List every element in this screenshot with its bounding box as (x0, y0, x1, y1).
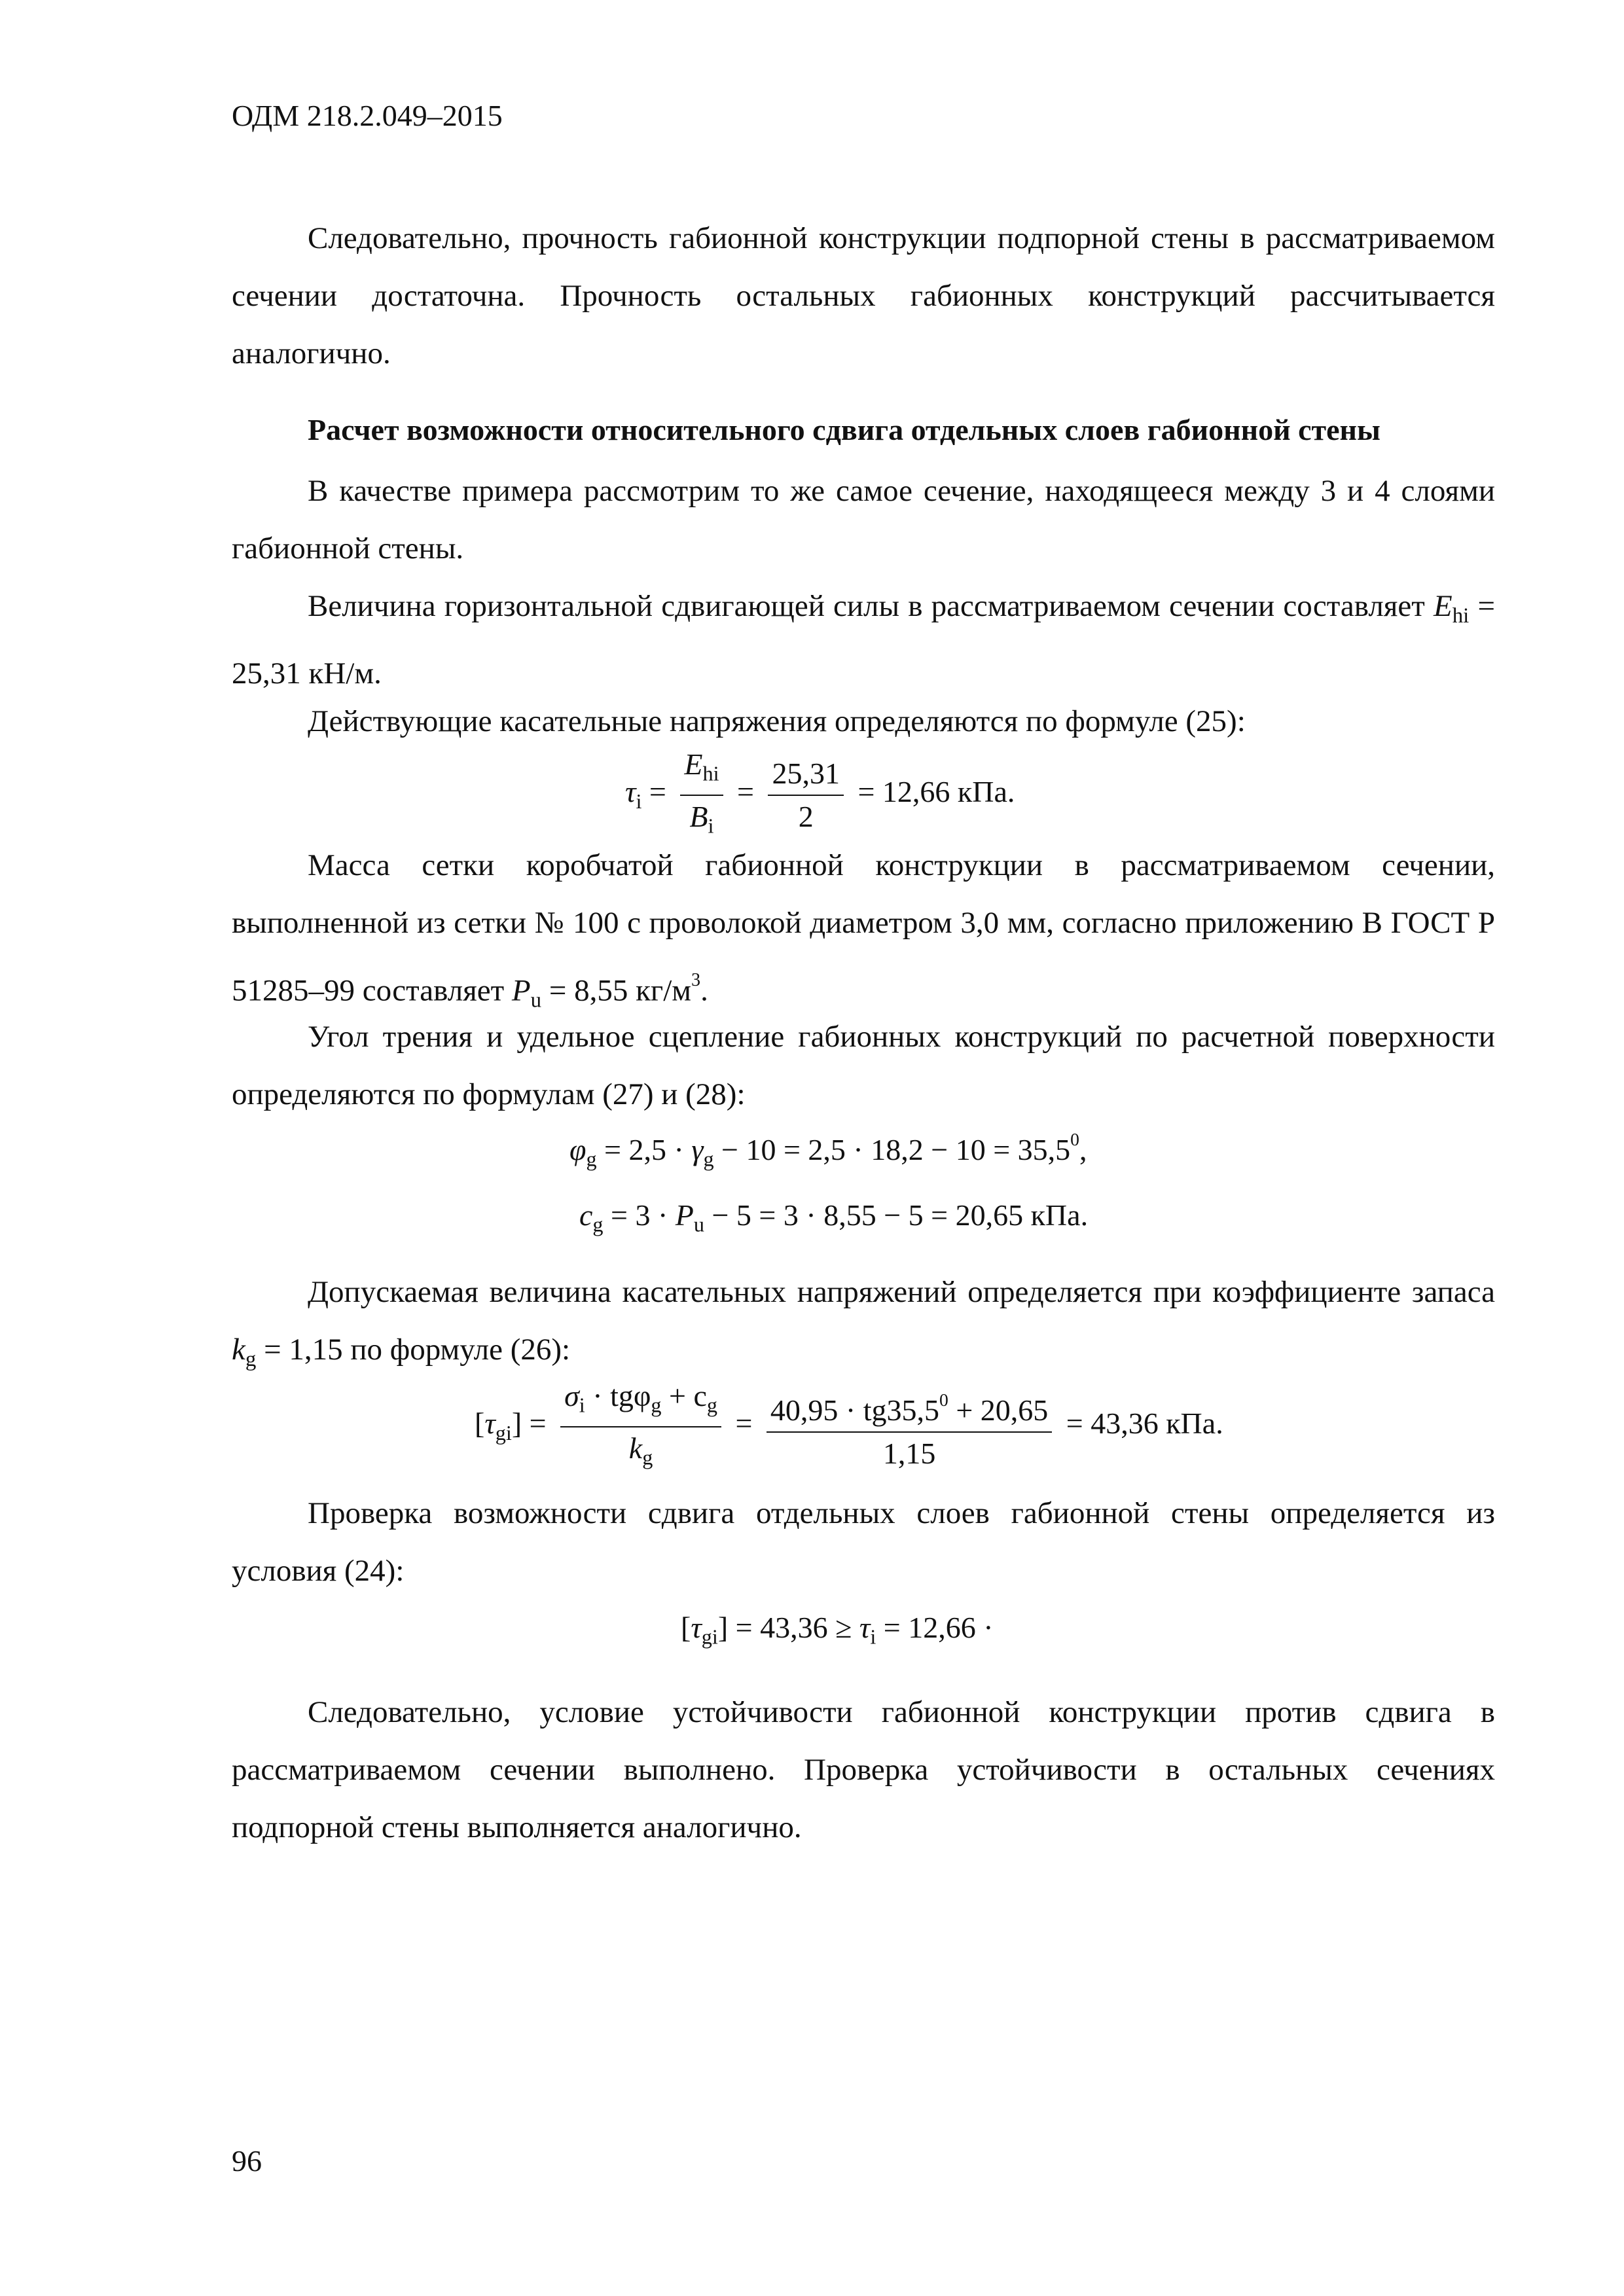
sigma-sub: i (579, 1393, 585, 1417)
numerator-part: 40,95 · tg35,5 (770, 1393, 940, 1427)
var-k: k (232, 1333, 245, 1367)
shear-force-text: Величина горизонтальной сдвигающей силы в рассматриваемом сечении составляет (308, 589, 1425, 623)
unit: кПа. (1030, 1198, 1089, 1232)
num-E-sub: hi (702, 761, 719, 785)
num-E: E (684, 747, 703, 781)
paragraph-friction-cohesion: Угол трения и удельное сцепление габионных конструкций по расчетной поверхности определяются по формулам (27) и (28): (232, 1020, 1495, 1111)
formula-cohesion (579, 1198, 1088, 1237)
var-P: P (511, 973, 531, 1008)
gamma-symbol: γ (691, 1133, 704, 1167)
formula-shear-check (681, 1610, 994, 1649)
fraction-numerator-value (767, 1382, 1052, 1433)
degree-superscript: 0 (939, 1389, 948, 1410)
c-subscript: g (592, 1212, 604, 1236)
paragraph-mesh-mass (232, 836, 1495, 1029)
fraction-symbolic (560, 1378, 721, 1475)
shear-force-value: = 25,31 кН/м. (232, 589, 1495, 691)
paragraph-stability-conclusion: Следовательно, условие устойчивости габионной конструкции против сдвига в рассматриваемом сечении выполнено. Проверка устойчивости в остальных сечениях подпорной стены выполняется аналогично. (232, 1695, 1495, 1844)
allowable-stress-end: = 1,15 по формуле (26): (256, 1333, 571, 1367)
phi-symbol: φ (569, 1133, 586, 1167)
mesh-mass-value: = 8,55 кг/м (541, 973, 692, 1008)
formula-part: = 2,5 · (596, 1133, 692, 1167)
fraction-numeric (768, 755, 844, 835)
c-symbol: c (579, 1198, 593, 1232)
var-k-subscript: g (245, 1347, 257, 1371)
unit-exponent: 3 (691, 970, 701, 990)
tg-phi: · tgφ (585, 1379, 651, 1412)
equals-sign: = (641, 775, 674, 809)
phi-subscript: g (586, 1147, 597, 1171)
section-heading: Расчет возможности относительного сдвига отдельных слоев габионной стены (308, 413, 1380, 446)
formula-friction-angle (569, 1129, 1087, 1172)
comma: , (1079, 1133, 1087, 1167)
fraction-symbolic (680, 746, 723, 844)
page-number: 96 (232, 2144, 262, 2178)
formula-part: − 5 = 3 · 8,55 − 5 = 20,65 (704, 1198, 1031, 1232)
paragraph-allowable-stress (232, 1263, 1495, 1388)
tau-subscript-2: i (870, 1624, 876, 1649)
formula-part: = 3 · (603, 1198, 676, 1232)
k-sub: g (642, 1445, 653, 1469)
fraction-numeric (767, 1382, 1052, 1472)
shear-stress-result: = 12,66 кПа. (850, 775, 1015, 809)
fraction-denominator (560, 1427, 721, 1476)
bracket-open: [ (681, 1611, 691, 1644)
formula-part: = 12,66 · (876, 1611, 994, 1644)
tau-subscript: gi (701, 1624, 718, 1649)
k-symbol: k (628, 1431, 643, 1465)
P-subscript: u (693, 1212, 704, 1236)
mesh-mass-text: Масса сетки коробчатой габионной конструкции в рассматриваемом сечении, выполненной из сетки № 100 с проволокой диаметром 3,0 мм, согласно приложению В ГОСТ Р 51285–99 составляет (232, 848, 1495, 1008)
tau-subscript: gi (495, 1420, 512, 1444)
fraction-denominator-value: 1,15 (882, 1436, 936, 1470)
tau-symbol: τ (691, 1611, 702, 1644)
tau-symbol: τ (625, 775, 636, 809)
bracket-close-equals: ] = (511, 1407, 554, 1441)
equals-sign: = (727, 1407, 760, 1441)
paragraph-shear-force (232, 577, 1495, 702)
var-E-subscript: hi (1452, 603, 1470, 628)
plus-c: + c (661, 1379, 707, 1412)
var-P-subscript: u (530, 988, 542, 1013)
page-header-doc-code: ОДМ 218.2.049–2015 (232, 99, 503, 132)
c-sub: g (706, 1393, 717, 1417)
formula-part: − 10 = 2,5 · 18,2 − 10 = 35,5 (713, 1133, 1071, 1167)
paragraph-shear-check: Проверка возможности сдвига отдельных слоев габионной стены определяется из условия (24): (232, 1496, 1495, 1588)
tau-symbol: τ (484, 1407, 496, 1441)
P-symbol: P (675, 1198, 694, 1232)
var-E: E (1433, 589, 1453, 623)
equals-sign-2: = (729, 775, 762, 809)
fraction-denominator-value: 2 (798, 799, 814, 833)
formula-shear-stress (625, 746, 1015, 844)
tau-subscript: i (636, 789, 642, 813)
paragraph-example-section: В качестве примера рассмотрим то же самое сечение, находящееся между 3 и 4 слоями габионной стены. (232, 474, 1495, 565)
period: . (700, 973, 708, 1008)
gamma-subscript: g (703, 1147, 714, 1171)
degree-superscript: 0 (1070, 1129, 1079, 1149)
numerator-part: + 20,65 (948, 1393, 1049, 1427)
tau-symbol-2: τ (859, 1611, 871, 1644)
den-B: B (689, 799, 708, 833)
den-B-sub: i (708, 814, 714, 838)
paragraph-strength-conclusion: Следовательно, прочность габионной конструкции подпорной стены в рассматриваемом сечении достаточна. Прочность остальных габионных конструкций рассчитывается аналогично. (232, 221, 1495, 370)
formula-allowable-stress (475, 1378, 1223, 1475)
allowable-stress-text: Допускаемая величина касательных напряжений определяется при коэффициенте запаса (308, 1275, 1495, 1309)
fraction-numerator (560, 1378, 721, 1427)
formula-part: ] = 43,36 ≥ (717, 1611, 859, 1644)
allowable-stress-result: = 43,36 кПа. (1058, 1407, 1223, 1441)
paragraph-shear-stress-intro: Действующие касательные напряжения определяются по формуле (25): (308, 704, 1246, 738)
fraction-numerator (680, 746, 723, 796)
phi-sub: g (651, 1393, 662, 1417)
sigma-symbol: σ (564, 1379, 579, 1412)
fraction-numerator-value: 25,31 (768, 755, 844, 796)
bracket-open: [ (475, 1407, 485, 1441)
